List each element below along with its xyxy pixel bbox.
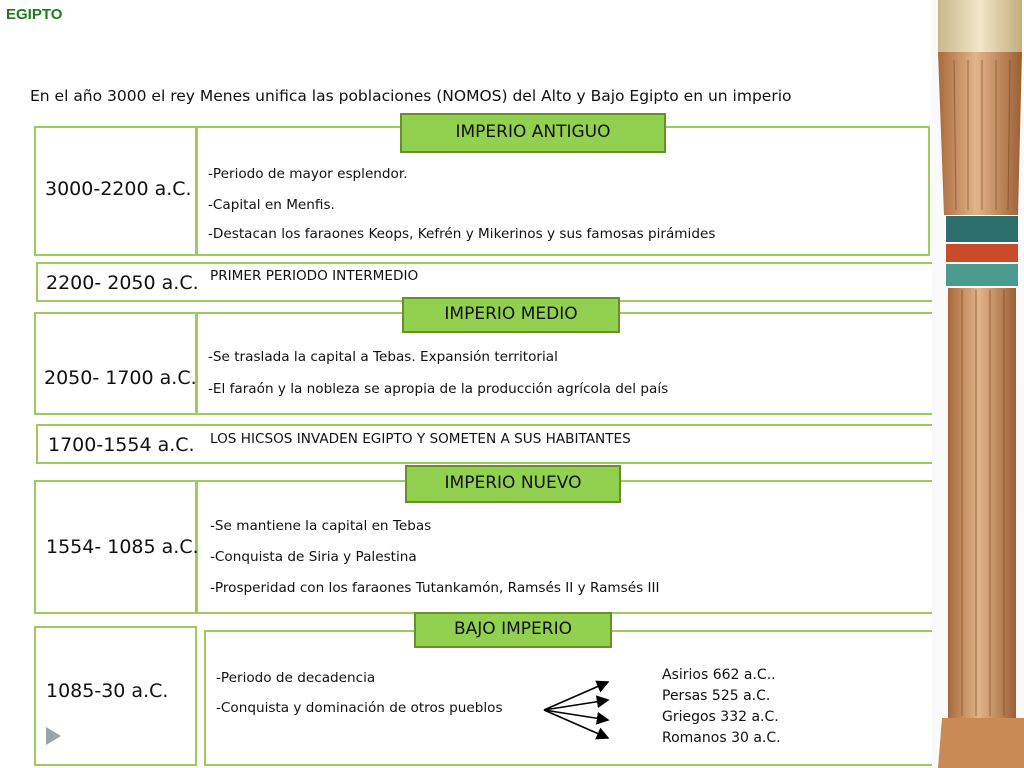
peoples-list <box>662 665 781 749</box>
item-antiguo-2: -Capital en Menfis. <box>208 197 335 213</box>
people-asirios: Asirios 662 a.C.. <box>662 667 776 683</box>
item-bajo-1: -Periodo de decadencia <box>216 670 376 686</box>
date-box-medio <box>34 312 197 415</box>
item-bajo-2: -Conquista y dominación de otros pueblos <box>216 700 503 716</box>
item-nuevo-3: -Prosperidad con los faraones Tutankamón, Ramsés II y Ramsés III <box>210 580 660 596</box>
play-icon[interactable] <box>44 726 64 746</box>
dates-antiguo: 3000-2200 a.C. <box>45 178 192 200</box>
people-persas: Persas 525 a.C. <box>662 688 771 704</box>
intro-text: En el año 3000 el rey Menes unifica las poblaciones (NOMOS) del Alto y Bajo Egipto en un imperio <box>30 87 792 105</box>
badge-bajo-imperio: BAJO IMPERIO <box>414 612 612 648</box>
badge-imperio-antiguo: IMPERIO ANTIGUO <box>400 113 666 153</box>
item-medio-1: -Se traslada la capital a Tebas. Expansión territorial <box>208 349 558 365</box>
badge-imperio-medio: IMPERIO MEDIO <box>402 297 620 333</box>
badge-imperio-nuevo: IMPERIO NUEVO <box>405 465 621 503</box>
dates-hicsos: 1700-1554 a.C. <box>48 434 195 456</box>
dates-medio: 2050- 1700 a.C. <box>44 367 197 389</box>
egyptian-column-image <box>932 0 1024 768</box>
dates-intermedio: 2200- 2050 a.C. <box>46 272 199 294</box>
branch-arrows-icon <box>540 670 616 750</box>
dates-nuevo: 1554- 1085 a.C. <box>46 536 199 558</box>
dates-bajo: 1085-30 a.C. <box>46 680 169 702</box>
item-antiguo-3: -Destacan los faraones Keops, Kefrén y Mikerinos y sus famosas pirámides <box>208 226 716 242</box>
item-antiguo-1: -Periodo de mayor esplendor. <box>208 166 408 182</box>
people-romanos: Romanos 30 a.C. <box>662 730 781 746</box>
people-griegos: Griegos 332 a.C. <box>662 709 779 725</box>
item-nuevo-1: -Se mantiene la capital en Tebas <box>210 518 432 534</box>
item-medio-2: -El faraón y la nobleza se apropia de la producción agrícola del país <box>208 381 669 397</box>
item-nuevo-2: -Conquista de Siria y Palestina <box>210 549 417 565</box>
text-hicsos: LOS HICSOS INVADEN EGIPTO Y SOMETEN A SUS HABITANTES <box>210 431 631 447</box>
text-intermedio: PRIMER PERIODO INTERMEDIO <box>210 268 419 284</box>
page-title: EGIPTO <box>6 6 63 23</box>
